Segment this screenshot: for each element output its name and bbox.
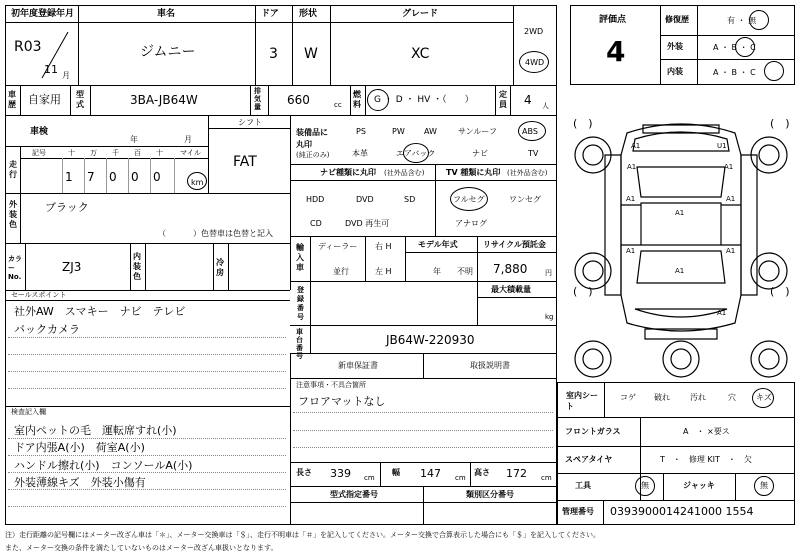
mileage-sign-label: 記号 — [32, 149, 46, 157]
mileage-digit: 0 — [153, 170, 161, 184]
equipment-item: PW — [392, 127, 405, 136]
first-reg-label: 初年度登録年月 — [11, 9, 75, 19]
length-label: 長さ — [296, 468, 312, 477]
capacity-unit: 人 — [542, 102, 549, 110]
mileage-unit-header: 百 — [134, 149, 141, 157]
svg-text:A1: A1 — [675, 267, 685, 275]
spare-label: スペアタイヤ — [565, 455, 613, 464]
model-year-label: モデル年式 — [418, 240, 458, 249]
drive-2wd: 2WD — [524, 27, 544, 36]
cooling-label: 冷房 — [216, 258, 224, 277]
equipment-label: 装備品に丸印 — [296, 128, 328, 149]
grade-box-label: 評価点 — [599, 15, 627, 25]
tv-label: TV 種類に丸印 — [446, 168, 501, 177]
new-warranty: 新車保証書 — [338, 361, 378, 370]
seat-label: 室内シート — [566, 391, 598, 411]
tools-label: 工具 — [575, 481, 591, 490]
equipment-item: サンルーフ — [458, 127, 497, 136]
tv-item: フルセグ — [453, 195, 485, 204]
inspector-label: 検査記入欄 — [11, 408, 46, 416]
displacement-value: 660 — [287, 93, 310, 107]
manual: 取扱説明書 — [470, 361, 510, 370]
exterior-color-label: 外装色 — [9, 200, 17, 229]
shift-label: シフト — [238, 118, 262, 127]
seat-item: 破れ — [654, 393, 670, 402]
interior-grade-options: A ・ B ・ C — [713, 68, 756, 77]
width-label: 幅 — [392, 468, 400, 477]
mileage-label: 走行 — [9, 160, 17, 179]
seat-item: 穴 — [728, 393, 736, 402]
displacement-label: 排気量 — [254, 87, 261, 111]
shape-label: 形状 — [299, 9, 318, 19]
type-designation-label: 型式指定番号 — [330, 490, 378, 499]
tools-value: 無 — [641, 481, 649, 490]
inspection-month: 月 — [184, 135, 192, 144]
mileage-digit: 0 — [109, 170, 117, 184]
sales-points-label: セールスポイント — [11, 291, 67, 299]
recycle-label: リサイクル預託金 — [483, 240, 546, 249]
car-name-value: ジムニー — [140, 44, 196, 60]
registration-label: 登録番号 — [297, 286, 304, 321]
fullseg-circle — [450, 187, 488, 211]
interior-c-circle — [764, 61, 784, 81]
equipment-item: ABS — [522, 127, 538, 136]
spare-options: T ・ 修理 KIT ・ 欠 — [660, 455, 752, 464]
mileage-digit: 1 — [65, 170, 73, 184]
shift-value: FAT — [233, 154, 257, 170]
capacity-value: 4 — [524, 93, 532, 107]
management-label: 管理番号 — [562, 507, 594, 516]
management-value: 0393900014241000 1554 — [610, 505, 754, 518]
navi-item: DVD 再生可 — [345, 219, 390, 228]
chassis-label: 車台番号 — [296, 328, 303, 360]
svg-text:A1: A1 — [726, 195, 736, 203]
color-no-value: ZJ3 — [62, 260, 82, 274]
equipment-sub: (純正のみ) — [296, 151, 330, 159]
inspector-line-3: ハンドル擦れ(小) コンソールA(小) — [14, 459, 193, 472]
sales-point-line-1: 社外AW スマキー ナビ テレビ — [14, 305, 186, 318]
first-reg-month-unit: 月 — [62, 71, 70, 80]
import-dealer: ディーラー — [318, 242, 358, 251]
drive-4wd: 4WD — [525, 58, 545, 67]
repair-options: 有 ・ 無 — [727, 16, 757, 25]
svg-text:( ): ( ) — [573, 117, 593, 130]
grade-label: グレード — [402, 9, 439, 19]
windshield-options: A ・ ×要ス — [683, 427, 730, 436]
exterior-grade-options: A ・ B ・ C — [713, 43, 756, 52]
import-parallel: 並行 — [333, 267, 349, 276]
height-unit: cm — [541, 474, 552, 482]
navi-item: CD — [310, 219, 322, 228]
equipment-item: TV — [528, 149, 539, 158]
mileage-unit-header: 十 — [156, 149, 163, 157]
mileage-unit: km — [191, 178, 204, 187]
model-year-unknown: 不明 — [457, 267, 473, 276]
svg-text:A1: A1 — [631, 142, 641, 150]
mileage-km-circle — [187, 172, 207, 190]
recycle-value: 7,880 — [493, 262, 528, 276]
recycle-unit: 円 — [545, 269, 552, 277]
notes-value: フロアマットなし — [298, 395, 386, 408]
first-reg-era: R03 — [14, 39, 42, 55]
airbag-circle — [403, 143, 429, 163]
svg-text:A1: A1 — [717, 309, 727, 317]
svg-text:A1: A1 — [726, 247, 736, 255]
svg-text:A1: A1 — [627, 163, 637, 171]
seat-item: コゲ — [620, 393, 636, 402]
navi-item: HDD — [306, 195, 325, 204]
svg-text:U1: U1 — [717, 142, 727, 150]
notes-label: 注意事項・不具合箇所 — [296, 381, 366, 389]
inspector-line-4: 外装薄線キズ 外装小傷有 — [14, 476, 146, 489]
chassis-value: JB64W-220930 — [386, 333, 475, 347]
usage-label: 車歴 — [8, 90, 16, 109]
height-label: 高さ — [474, 468, 490, 477]
mileage-unit-header: マイル — [180, 149, 201, 157]
drive-4wd-circle — [519, 51, 549, 73]
seat-item: 汚れ — [690, 393, 706, 402]
navi-item: SD — [404, 195, 416, 204]
navi-label: ナビ種類に丸印 — [320, 168, 376, 177]
exterior-b-circle — [735, 37, 755, 57]
fuel-options: G ・ D ・ HV ・（ ） — [374, 95, 474, 105]
navi-sub: (社外品含む) — [384, 169, 425, 177]
import-label: 輸入車 — [296, 243, 304, 272]
inspector-line-2: ドア内張A(小) 荷室A(小) — [14, 441, 145, 454]
usage-value: 自家用 — [28, 93, 61, 106]
model-value: 3BA-JB64W — [130, 93, 198, 107]
max-load-unit: kg — [545, 313, 554, 321]
jack-value: 無 — [760, 481, 768, 490]
navi-item: DVD — [356, 195, 374, 204]
mileage-unit-header: 万 — [90, 149, 97, 157]
inspection-label: 車検 — [30, 127, 49, 137]
door-value: 3 — [269, 46, 278, 62]
svg-text:A1: A1 — [724, 163, 734, 171]
svg-text:( ): ( ) — [573, 285, 593, 298]
color-no-label: カラーNo. — [8, 255, 22, 281]
svg-text:( ): ( ) — [770, 117, 790, 130]
svg-text:A1: A1 — [675, 209, 685, 217]
class-no-label: 類別区分番号 — [466, 490, 514, 499]
mileage-digit: 7 — [87, 170, 95, 184]
model-year-year: 年 — [433, 267, 441, 276]
tools-none-circle — [635, 476, 655, 496]
model-label: 型式 — [76, 90, 84, 109]
fuel-g-circle — [367, 89, 389, 111]
seat-scratch-circle — [752, 388, 774, 408]
equipment-item: PS — [356, 127, 366, 136]
sales-point-line-2: バックカメラ — [14, 323, 80, 336]
repair-none-circle — [749, 10, 769, 30]
length-value: 339 — [330, 467, 351, 480]
grade-box-value: 4 — [606, 35, 626, 68]
seat-item: キズ — [756, 393, 772, 402]
svg-text:( ): ( ) — [770, 285, 790, 298]
mileage-unit-header: 十 — [68, 149, 75, 157]
displacement-unit: cc — [334, 101, 342, 109]
grade-value: XC — [411, 46, 430, 62]
svg-text:A1: A1 — [626, 195, 636, 203]
first-reg-month: 11 — [44, 63, 58, 76]
exterior-color-paren: （ — [158, 229, 166, 238]
equipment-item: エアバック — [396, 149, 436, 158]
equipment-item: 本革 — [352, 149, 368, 158]
fuel-label: 燃料 — [353, 90, 361, 109]
tv-sub: (社外品含む) — [507, 169, 548, 177]
car-name-label: 車名 — [157, 9, 176, 19]
exterior-color-value: ブラック — [45, 201, 89, 214]
inspector-line-1: 室内ペットの毛 運転席すれ(小) — [14, 424, 177, 437]
equipment-item: ナビ — [472, 149, 488, 158]
car-damage-diagram — [565, 95, 797, 385]
equipment-item: AW — [424, 127, 437, 136]
max-load-label: 最大積載量 — [491, 285, 531, 294]
door-label: ドア — [261, 9, 279, 19]
width-value: 147 — [420, 467, 441, 480]
footer-line-1: 注）走行距離の記号欄にはメーター改ざん車は「＊」、メーター交換車は「＄」、走行不明車は「＃」を記入してください。メーター交換で合算表示した場合にも「＄」を記入してください。 — [5, 531, 600, 539]
height-value: 172 — [506, 467, 527, 480]
exterior-grade-label: 外装 — [667, 42, 683, 51]
footer-line-2: また、メーター交換の条件を満たしていないものはメーター改ざん車扱いとなります。 — [5, 544, 278, 552]
exterior-color-note: ）色替車は色替と記入 — [193, 229, 273, 238]
interior-color-label: 内装色 — [133, 252, 141, 281]
interior-grade-label: 内装 — [667, 67, 683, 76]
capacity-label: 定員 — [499, 90, 507, 109]
mileage-unit-header: 千 — [112, 149, 119, 157]
jack-none-circle — [754, 476, 774, 496]
mileage-digit: 0 — [131, 170, 139, 184]
inspection-year: 年 — [130, 135, 138, 144]
length-unit: cm — [364, 474, 375, 482]
import-left: 左 H — [375, 267, 392, 276]
tv-item: アナログ — [455, 219, 487, 228]
width-unit: cm — [455, 474, 466, 482]
windshield-label: フロントガラス — [565, 427, 621, 436]
jack-label: ジャッキ — [683, 481, 715, 490]
shape-value: W — [304, 46, 318, 62]
abs-circle — [518, 121, 546, 141]
svg-text:A1: A1 — [626, 247, 636, 255]
import-right: 右 H — [375, 242, 392, 251]
tv-item: ワンセグ — [509, 195, 541, 204]
repair-label: 修復歴 — [665, 15, 689, 24]
